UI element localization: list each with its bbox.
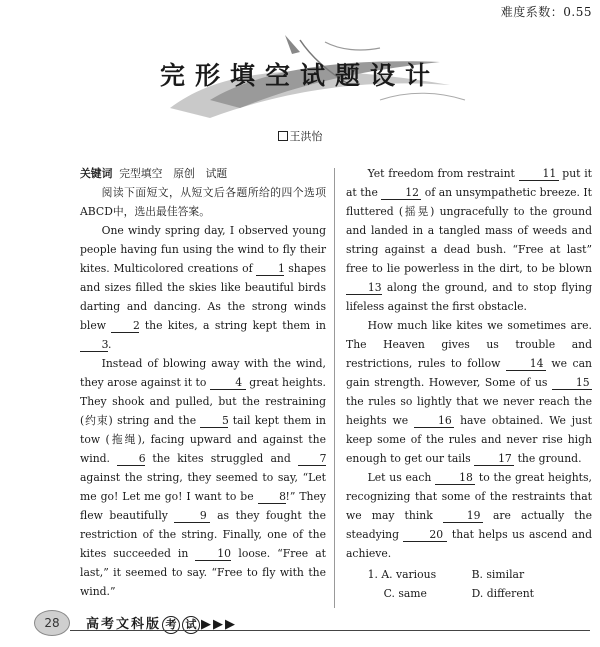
circle-char-2: 试 [182, 616, 200, 634]
blank-17: 17 [474, 452, 514, 466]
paragraph-1: One windy spring day, I observed young people having fun using the wind to fly their kites. Multicolored creations of 1 shapes and sizes filled the skies like beautiful birds darting and dancing. As the strong winds blew 2 the kites, a string kept them in 3. [80, 224, 326, 351]
q1-option-a: 1. A. various [367, 568, 437, 581]
author [0, 128, 600, 144]
q1-option-c: C. same [383, 587, 427, 600]
blank-11: 11 [519, 167, 559, 181]
blank-7: 7 [298, 452, 326, 466]
q1-option-d: D. different [471, 587, 534, 600]
footer-rule [70, 630, 590, 631]
left-column [80, 164, 326, 601]
column-divider [334, 168, 335, 608]
blank-16: 16 [414, 414, 454, 428]
blank-2: 2 [111, 319, 139, 333]
paragraph-2: Instead of blowing away with the wind, they arose against it to 4 great heights. They shook and pulled, but the restraining (约束) string and the 5 tail kept them in tow (拖绳), facing upward and against the wind. 6 the kites struggled and 7 against the string, they seemed to say, “Let me go! Let me go! I want to be 8!” They flew beautifully 9 as they fought the restriction of the string. Finally, one of the kites succeeded in 10 loose. “Free at last,” it seemed to say. “Free to fly with the wind.” [80, 357, 327, 598]
blank-18: 18 [435, 471, 475, 485]
keywords: 完型填空 原创 试题 [119, 167, 228, 180]
question-1-options [346, 565, 592, 603]
keywords-line [80, 164, 326, 183]
author-name: 王洪怡 [289, 130, 323, 143]
blank-15: 15 [552, 376, 592, 390]
right-column [346, 164, 592, 603]
paragraph-4: How much like kites we sometimes are. The Heaven gives us trouble and restrictions, rules to follow 14 we can gain strength. However, Some of us 15 the rules so lightly that we never reach the heights we 16 have obtained. We just keep some of the rules and never rise high enough to get our tails 17 the ground. [346, 319, 592, 465]
blank-8: 8 [258, 490, 286, 504]
instruction: 阅读下面短文，从短文后各题所给的四个选项ABCD中，选出最佳答案。 [80, 186, 326, 218]
blank-13: 13 [346, 281, 382, 295]
blank-1: 1 [256, 262, 284, 276]
blank-20: 20 [403, 528, 447, 542]
q1-option-b: B. similar [471, 568, 525, 581]
blank-5: 5 [200, 414, 228, 428]
blank-6: 6 [117, 452, 145, 466]
circle-char-1: 考 [162, 616, 180, 634]
page-number: 28 [34, 610, 70, 636]
blank-12: 12 [381, 186, 421, 200]
arrow-icon: ▶▶▶ [201, 617, 238, 632]
page-title: 完形填空试题设计 [159, 61, 440, 90]
blank-14: 14 [506, 357, 546, 371]
author-box-icon [278, 131, 288, 141]
blank-10: 10 [195, 547, 231, 561]
keywords-label: 关键词 [80, 167, 113, 180]
blank-3: 3 [80, 338, 108, 352]
paragraph-5: Let us each 18 to the great heights, recognizing that some of the restraints that we may think 19 are actually the steadying 20 that helps us ascend and achieve. [346, 471, 592, 560]
difficulty-label: 难度系数：0.55 [500, 5, 592, 19]
blank-19: 19 [443, 509, 483, 523]
paragraph-3: Yet freedom from restraint 11 put it at the 12 of an unsympathetic breeze. It fluttered (摇晃) ungracefully to the ground and landed in a tangled mass of weeds and string against a dead bush. “Free at last” free to lie powerless in the dirt, to be blown 13 along the ground, and to stop flying lifeless against the first obstacle. [346, 167, 592, 313]
blank-9: 9 [174, 509, 210, 523]
page-footer [0, 600, 600, 647]
footer-title: 高考文科版 考 试 ▶▶▶ [86, 617, 238, 632]
blank-4: 4 [210, 376, 246, 390]
